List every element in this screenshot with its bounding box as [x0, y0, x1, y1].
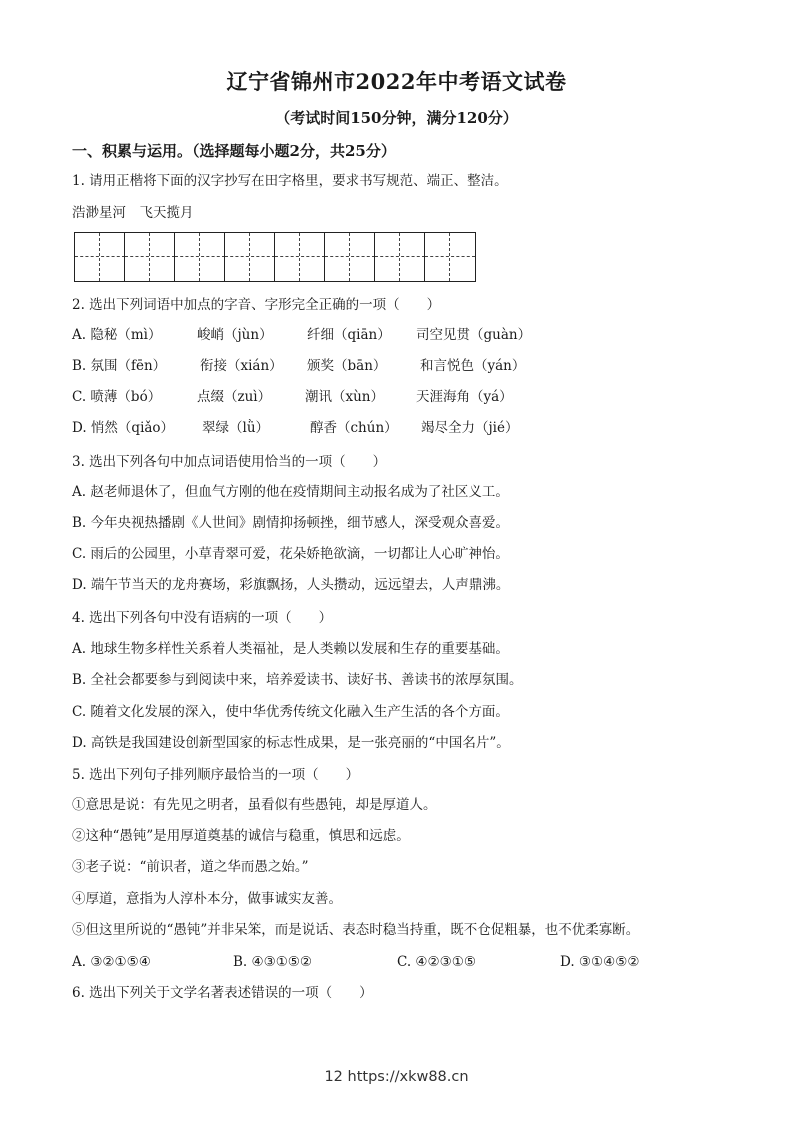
tianzige-cell[interactable]: [275, 233, 325, 281]
q2-option-a-1: A. 隐秘（mì）: [72, 327, 162, 343]
q5-sentence-4: ④厚道，意指为人淳朴本分，做事诚实友善。: [72, 891, 342, 907]
exam-subtitle: （考试时间150分钟，满分120分）: [275, 109, 518, 127]
q2-option-a-3: 纤细（qiān）: [307, 327, 391, 343]
q2-option-b-4: 和言悦色（yán）: [420, 358, 526, 374]
q6-stem: 6. 选出下列关于文学名著表述错误的一项（ ）: [72, 985, 373, 1001]
q3-option-c: C. 雨后的公园里，小草青翠可爱，花朵娇艳欲滴，一切都让人心旷神怡。: [72, 546, 509, 562]
cell-guide-vertical: [99, 233, 100, 281]
cell-guide-horizontal: [325, 256, 375, 257]
q2-option-d-2: 翠绿（lǜ）: [202, 420, 270, 436]
page-footer: 12 https://xkw88.cn: [324, 1069, 469, 1085]
cell-guide-vertical: [349, 233, 350, 281]
cell-guide-vertical: [399, 233, 400, 281]
cell-guide-horizontal: [175, 256, 225, 257]
q2-option-d-4: 竭尽全力（jié）: [421, 420, 519, 436]
tianzige-cell[interactable]: [225, 233, 275, 281]
q3-option-d: D. 端午节当天的龙舟赛场，彩旗飘扬，人头攒动，远远望去，人声鼎沸。: [72, 577, 510, 593]
q3-stem: 3. 选出下列各句中加点词语使用恰当的一项（ ）: [72, 454, 387, 470]
q2-option-a-4: 司空见贯（guàn）: [416, 327, 532, 343]
q2-option-c-1: C. 喷薄（bó）: [72, 389, 162, 405]
q2-option-b-2: 衔接（xián）: [200, 358, 283, 374]
q4-stem: 4. 选出下列各句中没有语病的一项（ ）: [72, 610, 333, 626]
q2-option-a-2: 峻峭（jùn）: [197, 327, 273, 343]
cell-guide-vertical: [299, 233, 300, 281]
cell-guide-vertical: [149, 233, 150, 281]
q5-sentence-2: ②这种“愚钝”是用厚道奠基的诚信与稳重，慎思和远虑。: [72, 828, 410, 844]
cell-guide-horizontal: [75, 256, 125, 257]
q2-option-c-2: 点缀（zuì）: [197, 389, 272, 405]
q2-option-b-3: 颁奖（bān）: [307, 358, 387, 374]
q3-option-a: A. 赵老师退休了，但血气方刚的他在疫情期间主动报名成为了社区义工。: [72, 484, 509, 500]
q5-option-b: B. ④③①⑤②: [233, 954, 313, 970]
page-title: 辽宁省锦州市2022年中考语文试卷: [226, 69, 567, 94]
q4-option-b: B. 全社会都要参与到阅读中来，培养爱读书、读好书、善读书的浓厚氛围。: [72, 672, 523, 688]
q5-option-d: D. ③①④⑤②: [560, 954, 640, 970]
q5-sentence-1: ①意思是说：有先见之明者，虽看似有些愚钝，却是厚道人。: [72, 797, 437, 813]
q2-option-c-3: 潮讯（xùn）: [305, 389, 385, 405]
q3-option-b: B. 今年央视热播剧《人世间》剧情抑扬顿挫，细节感人，深受观众喜爱。: [72, 515, 510, 531]
tianzige-cell[interactable]: [425, 233, 475, 281]
cell-guide-vertical: [449, 233, 450, 281]
tianzige-cell[interactable]: [175, 233, 225, 281]
q1-text: 浩渺星河 飞天揽月: [72, 205, 194, 221]
q5-sentence-5: ⑤但这里所说的“愚钝”并非呆笨，而是说话、表态时稳当持重，既不仓促粗暴，也不优柔寡断。: [72, 922, 640, 938]
cell-guide-horizontal: [225, 256, 275, 257]
q5-sentence-3: ③老子说：“前识者，道之华而愚之始。”: [72, 859, 309, 875]
q2-option-c-4: 天涯海角（yá）: [416, 389, 513, 405]
q2-stem: 2. 选出下列词语中加点的字音、字形完全正确的一项（ ）: [72, 297, 441, 313]
tianzige-cell[interactable]: [125, 233, 175, 281]
q2-option-d-1: D. 悄然（qiǎo）: [72, 420, 175, 436]
section-heading: 一、积累与运用。（选择题每小题2分，共25分）: [72, 142, 396, 160]
q4-option-c: C. 随着文化发展的深入，使中华优秀传统文化融入生产生活的各个方面。: [72, 704, 509, 720]
cell-guide-horizontal: [375, 256, 425, 257]
q5-stem: 5. 选出下列句子排列顺序最恰当的一项（ ）: [72, 767, 360, 783]
cell-guide-horizontal: [125, 256, 175, 257]
cell-guide-vertical: [249, 233, 250, 281]
cell-guide-horizontal: [275, 256, 325, 257]
tianzige-grid[interactable]: [74, 232, 476, 282]
tianzige-cell[interactable]: [75, 233, 125, 281]
q2-option-b-1: B. 氛围（fēn）: [72, 358, 167, 374]
cell-guide-vertical: [199, 233, 200, 281]
q5-option-a: A. ③②①⑤④: [72, 954, 151, 970]
tianzige-cell[interactable]: [375, 233, 425, 281]
cell-guide-horizontal: [425, 256, 475, 257]
tianzige-cell[interactable]: [325, 233, 375, 281]
q1-stem: 1. 请用正楷将下面的汉字抄写在田字格里，要求书写规范、端正、整洁。: [72, 173, 508, 189]
q5-option-c: C. ④②③①⑤: [397, 954, 476, 970]
q4-option-a: A. 地球生物多样性关系着人类福祉，是人类赖以发展和生存的重要基础。: [72, 641, 509, 657]
q2-option-d-3: 醇香（chún）: [310, 420, 398, 436]
q4-option-d: D. 高铁是我国建设创新型国家的标志性成果，是一张亮丽的“中国名片”。: [72, 735, 510, 751]
